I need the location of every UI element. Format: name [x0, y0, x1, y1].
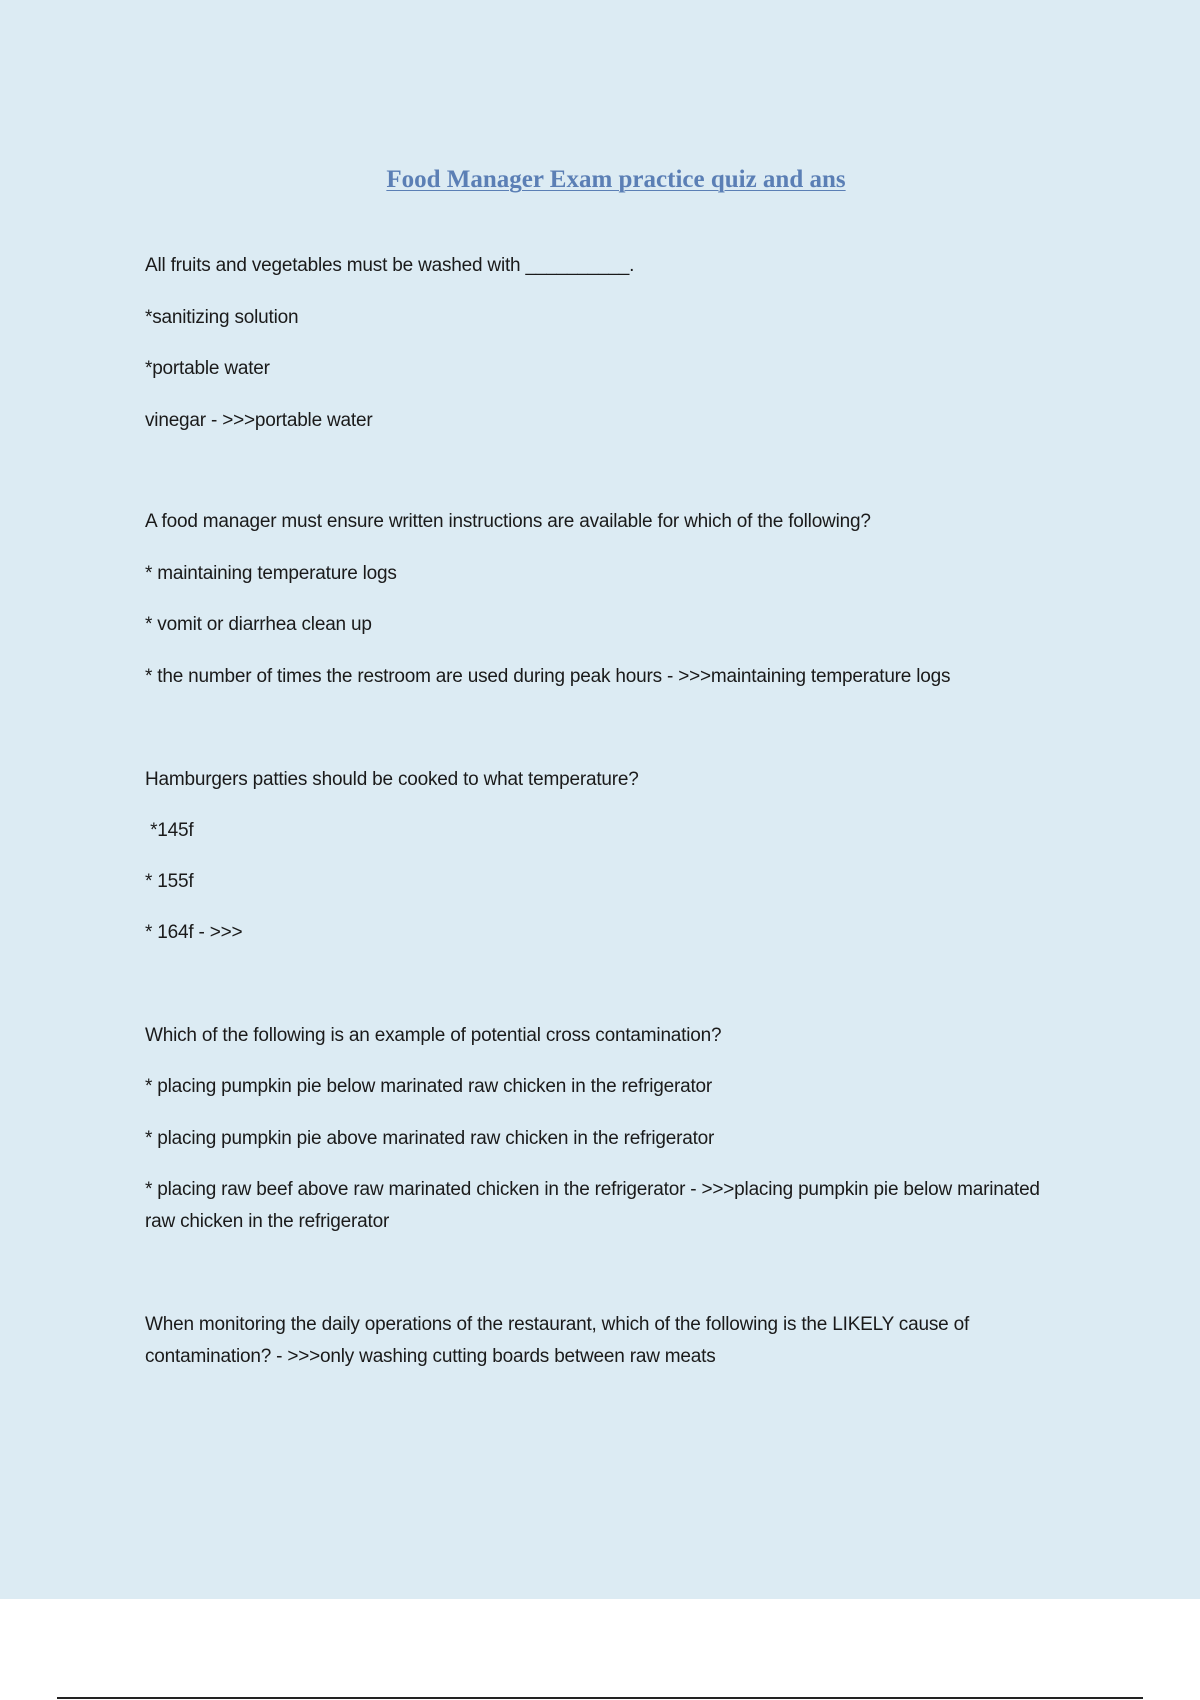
question-text: Hamburgers patties should be cooked to what temperature?: [145, 769, 639, 790]
answer-option: * placing raw beef above raw marinated chicken in the refrigerator - >>>placing pumpkin pie below marinated raw chicken in the refrigerator: [145, 1179, 1045, 1232]
answer-option: * vomit or diarrhea clean up: [145, 614, 372, 635]
answer-option: *portable water: [145, 358, 270, 379]
answer-option: * placing pumpkin pie above marinated raw chicken in the refrigerator: [145, 1128, 715, 1149]
question-text: A food manager must ensure written instructions are available for which of the following?: [145, 511, 871, 532]
footer-divider: [57, 1697, 1143, 1699]
answer-option: vinegar - >>>portable water: [145, 410, 373, 431]
question-text: All fruits and vegetables must be washed with __________.: [145, 255, 635, 276]
answer-option: * 155f: [145, 871, 194, 892]
question-text: Which of the following is an example of potential cross contamination?: [145, 1025, 722, 1046]
answer-option: * the number of times the restroom are used during peak hours - >>>maintaining temperature logs: [145, 666, 951, 687]
answer-option: * 164f - >>>: [145, 922, 243, 943]
answer-option: * placing pumpkin pie below marinated raw chicken in the refrigerator: [145, 1076, 713, 1097]
answer-option: *sanitizing solution: [145, 307, 299, 328]
answer-option: *145f: [145, 820, 194, 841]
answer-option: * maintaining temperature logs: [145, 563, 397, 584]
document-title: Food Manager Exam practice quiz and ans: [386, 166, 846, 193]
question-text: When monitoring the daily operations of the restaurant, which of the following is the LIKELY cause of contamination? - >>>only washing cutting boards between raw meats: [145, 1314, 975, 1367]
